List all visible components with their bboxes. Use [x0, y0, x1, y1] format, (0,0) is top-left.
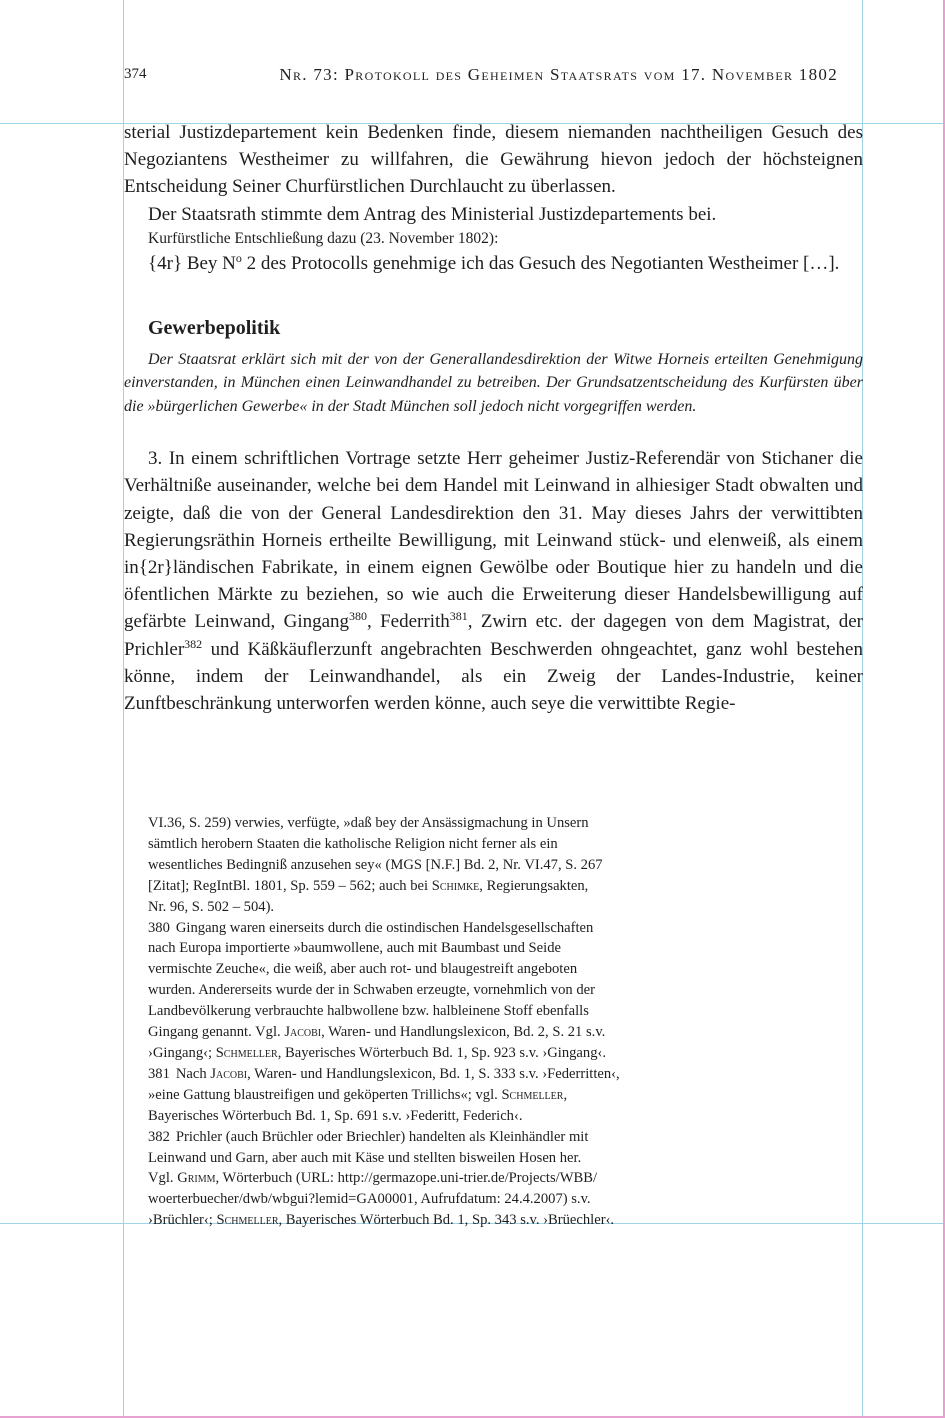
- footnote-380-line: vermischte Zeuche«, die weiß, aber auch rot- und blaugestreift angeboten: [148, 961, 578, 978]
- footnote-continued-line: Nr. 96, S. 502 – 504).: [148, 898, 275, 915]
- footnote-381-line: [148, 1085, 688, 1106]
- author-name: Schmeller: [216, 1212, 279, 1229]
- fn-text: Prichler (auch Brüchler oder Briechler) handelten als Kleinhändler mit: [175, 1128, 589, 1145]
- footnote-380-line: wurden. Andererseits wurde der in Schwaben erzeugte, vornehmlich von der: [148, 982, 595, 999]
- fn-text: ,: [563, 1086, 568, 1103]
- fn-text: Nach: [175, 1065, 211, 1082]
- footnote-number: 382: [148, 1128, 170, 1145]
- main-text-block: [124, 119, 863, 717]
- footnote-382-line: woerterbuecher/dwb/wbgui?lemid=GA00001, Aufrufdatum: 24.4.2007) s.v.: [148, 1191, 591, 1208]
- footnote-continued-line: wesentliches Bedingniß anzusehen sey« (MGS [N.F.] Bd. 2, Nr. VI.47, S. 267: [148, 856, 603, 873]
- footnote-380-line: nach Europa importierte »baumwollene, auch mit Baumbast und Seide: [148, 940, 561, 957]
- fn-text: Gingang waren einerseits durch die ostindischen Handelsgesellschaften: [175, 919, 594, 936]
- fn-text: ›Brüchler‹;: [148, 1212, 217, 1229]
- paragraph-vote: Der Staatsrath stimmte dem Antrag des Ministerial Justizdepartements bei.: [148, 203, 717, 225]
- fn-text: ›Gingang‹;: [148, 1044, 216, 1061]
- fn-text: Gingang genannt. Vgl.: [148, 1024, 285, 1041]
- footnote-ref-382[interactable]: 382: [184, 636, 203, 651]
- footnote-continued-line: VI.36, S. 259) verwies, verfügte, »daß bey der Ansässigmachung in Unsern: [148, 815, 589, 831]
- decision-text-end: 2 des Protocolls genehmige ich das Gesuch des Negotianten Westheimer […].: [241, 252, 840, 274]
- footnote-380-line: Landbevölkerung verbrauchte halbwollene bzw. halbleinene Stoff ebenfalls: [148, 1003, 589, 1020]
- fn-text: , Bayerisches Wörterbuch Bd. 1, Sp. 923 s.v. ›Gingang‹.: [277, 1044, 607, 1061]
- section-heading: Gewerbepolitik: [148, 317, 281, 340]
- item-3-text-1: 3. In einem schriftlichen Vortrage setzte Herr geheimer Justiz-Referendär von Stichaner die Verhältniße auseinander, welche bei dem Handel mit Leinwand in alhiesiger Stadt obwalten und zeigte, daß die von der General Landesdirektion den 31. May dieses Jahrs der verwittibten Regierungsräthin Horneis ertheilte Bewilligung, mit Leinwand stück- und elenweiß, als einem in{2r}ländischen Fabrikate, in einem eignen Gewölbe oder Boutique hier zu handeln und die öfentlichen Märkte zu beziehen, so wie auch die Erweiterung dieser Handelsbewilligung auf gefärbte Leinwand, Gingang: [124, 448, 863, 633]
- fn-text: , Waren- und Handlungslexicon, Bd. 2, S. 21 s.v.: [321, 1024, 606, 1041]
- fn-text: , Regierungsakten,: [479, 877, 589, 894]
- footnote-382: [148, 1127, 688, 1148]
- item-3-text-2: , Federrith: [367, 611, 450, 633]
- author-name: Schmeller: [501, 1086, 564, 1103]
- running-head: [124, 66, 864, 90]
- author-name: Schimke: [431, 877, 480, 894]
- footnote-380-line: [148, 1022, 688, 1043]
- paragraph-continued: sterial Justizdepartement kein Bedenken finde, diesem niemanden nachtheiligen Gesuch des Negoziantens Westheimer zu willfahren, die Gewährung hievon jedoch der höchsteignen Entscheidung Seiner Churfürstlichen Durchlaucht zu überlassen.: [124, 122, 863, 198]
- footnotes: [148, 813, 688, 1231]
- fn-text: , Bayerisches Wörterbuch Bd. 1, Sp. 343 s.v. ›Brüechler‹.: [278, 1212, 615, 1229]
- fn-text: , Waren- und Handlungslexicon, Bd. 1, S. 333 s.v. ›Federritten‹,: [247, 1065, 620, 1082]
- fn-text: Vgl.: [148, 1170, 178, 1187]
- footnote-381-line: Bayerisches Wörterbuch Bd. 1, Sp. 691 s.v. ›Federitt, Federich‹.: [148, 1107, 523, 1124]
- section-summary: Der Staatsrat erklärt sich mit der von der Generallandesdirektion der Witwe Horneis erteilten Genehmigung einverstanden, in München einen Leinwandhandel zu betreiben. Der Grundsatzentscheidung des Kurfürsten über die »bürgerlichen Gewerbe« in der Stadt München soll jedoch nicht vorgegriffen werden.: [124, 351, 863, 415]
- fn-text: [Zitat]; RegIntBl. 1801, Sp. 559 – 562; auch bei: [148, 877, 432, 894]
- fn-text: »eine Gattung blaustreifigen und geköperten Trillichs«; vgl.: [148, 1086, 502, 1103]
- footnote-382-line: [148, 1210, 688, 1231]
- footnote-381: [148, 1064, 688, 1085]
- decision-text: [124, 250, 863, 277]
- footnote-number: 380: [148, 919, 170, 936]
- item-3-text-4: und Käßkäuflerzunft angebrachten Beschwerden ohngeachtet, ganz wohl bestehen könne, indem der Leinwandhandel, als ein Zweig der Landes-Industrie, keiner Zunftbeschränkung unterworfen werden könne, auch seye die verwittibte Regie-: [124, 638, 863, 715]
- author-name: Jacobi: [284, 1024, 322, 1041]
- paragraph-item-3: [124, 445, 863, 717]
- author-name: Jacobi: [210, 1065, 248, 1082]
- author-name: Grimm: [177, 1170, 216, 1187]
- footnote-382-line: Leinwand und Garn, aber auch mit Käse und stellten bisweilen Hosen her.: [148, 1149, 582, 1166]
- numero-superscript: o: [235, 250, 242, 265]
- item-3-text-3: , Zwirn etc. der dagegen von dem Magistrat, der Prichler: [124, 611, 863, 660]
- author-name: Schmeller: [215, 1044, 278, 1061]
- decision-note: Kurfürstliche Entschließung dazu (23. November 1802):: [148, 229, 499, 247]
- footnote-number: 381: [148, 1065, 170, 1082]
- page-number: 374: [124, 66, 147, 82]
- decision-text-start: {4r} Bey N: [148, 252, 236, 274]
- footnote-continued-line: sämtlich herobern Staaten die katholische Religion nicht ferner als ein: [148, 835, 558, 852]
- footnote-382-line: [148, 1168, 688, 1189]
- footnote-ref-380[interactable]: 380: [349, 609, 368, 624]
- running-head-title: Nr. 73: Protokoll des Geheimen Staatsrats vom 17. November 1802: [279, 65, 838, 84]
- footnote-380: [148, 918, 688, 939]
- footnote-380-line: [148, 1043, 688, 1064]
- fn-text: , Wörterbuch (URL: http://germazope.uni-trier.de/Projects/WBB/: [215, 1170, 598, 1187]
- footnote-continued-line: [148, 876, 688, 897]
- footnote-ref-381[interactable]: 381: [449, 609, 468, 624]
